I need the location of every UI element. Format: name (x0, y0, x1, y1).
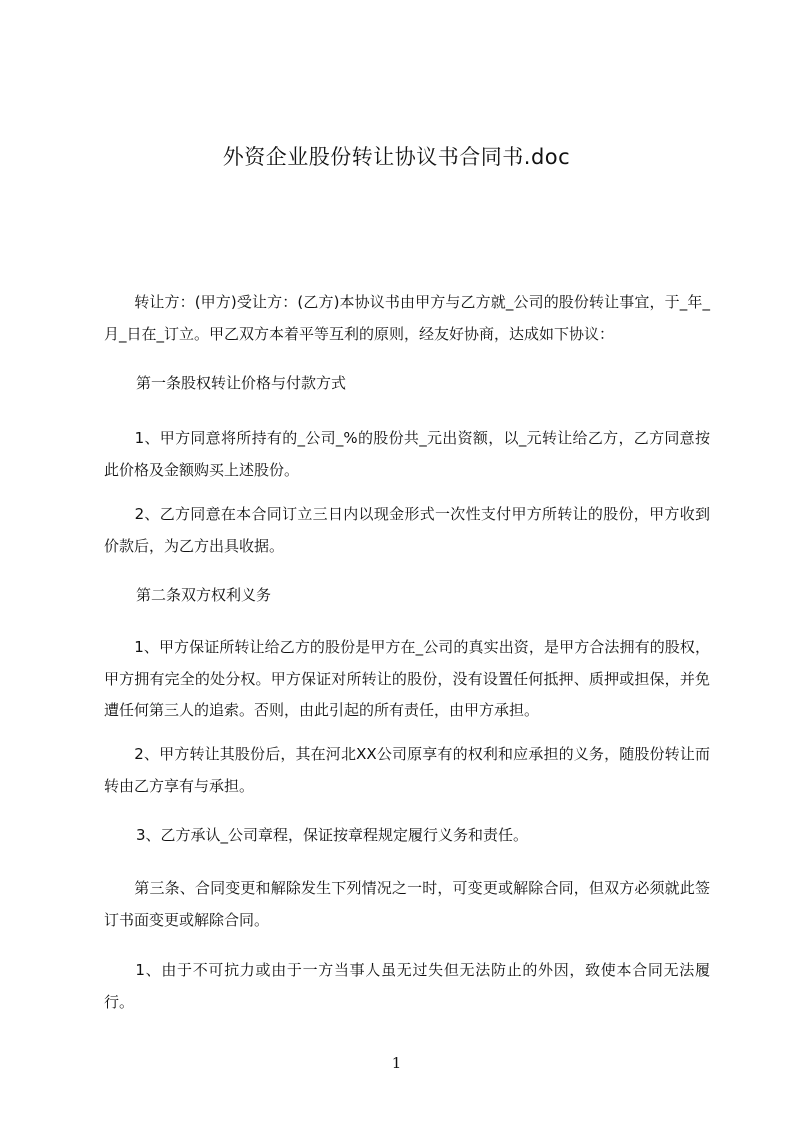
paragraph-3-1: 1、由于不可抗力或由于一方当事人虽无过失但无法防止的外因，致使本合同无法履行。 (104, 961, 710, 1011)
paragraph-intro: 转让方：(甲方)受让方：(乙方)本协议书由甲方与乙方就_公司的股份转让事宜，于_年_月_日在_订立。甲乙双方本着平等互利的原则，经友好协商，达成如下协议： (104, 293, 710, 343)
paragraph-1-1: 1、甲方同意将所持有的_公司_%的股份共_元出资额，以_元转让给乙方，乙方同意按此价格及金额购买上述股份。 (104, 429, 710, 479)
paragraph-2-1: 1、甲方保证所转让给乙方的股份是甲方在_公司的真实出资，是甲方合法拥有的股权，甲方拥有完全的处分权。甲方保证对所转让的股份，没有设置任何抵押、质押或担保，并免遭任何第三人的追索。否则，由此引起的所有责任，由甲方承担。 (104, 638, 710, 719)
section-heading-3: 第三条、合同变更和解除发生下列情况之一时，可变更或解除合同，但双方必须就此签订书面变更或解除合同。 (104, 879, 710, 929)
document-title: 外资企业股份转让协议书合同书.doc (222, 145, 571, 169)
paragraph-1-2: 2、乙方同意在本合同订立三日内以现金形式一次性支付甲方所转让的股份，甲方收到价款后，为乙方出具收据。 (104, 505, 710, 555)
paragraph-2-3: 3、乙方承认_公司章程，保证按章程规定履行义务和责任。 (136, 826, 529, 844)
section-heading-1: 第一条股权转让价格与付款方式 (136, 374, 347, 392)
section-heading-2: 第二条双方权利义务 (136, 586, 272, 604)
page-number: 1 (391, 1054, 402, 1072)
paragraph-2-2: 2、甲方转让其股份后，其在河北XX公司原享有的权利和应承担的义务，随股份转让而转由乙方享有与承担。 (104, 745, 710, 795)
